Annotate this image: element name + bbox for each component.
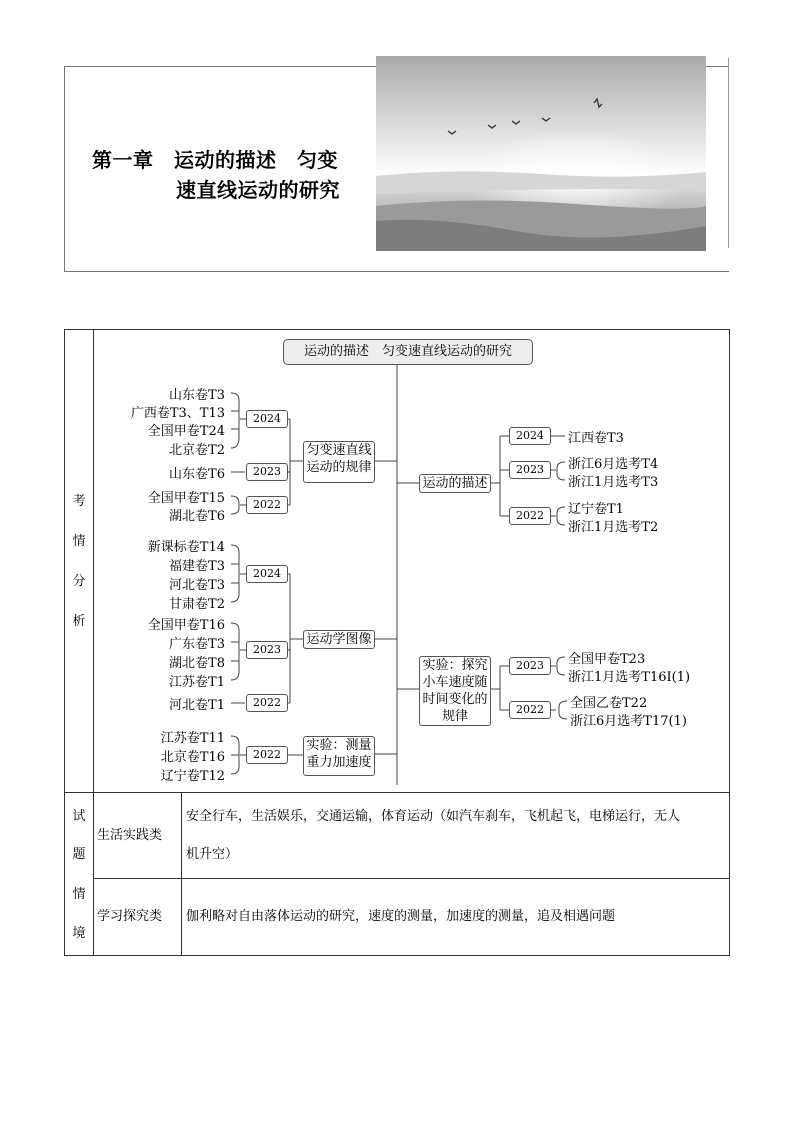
exam-item: 河北卷T1 (169, 698, 225, 713)
exam-item: 甘肃卷T2 (169, 597, 225, 612)
side-label-char: 析 (72, 614, 86, 629)
exam-item: 辽宁卷T12 (160, 769, 225, 784)
year-box: 2023 (509, 461, 551, 479)
exam-item: 江苏卷T11 (160, 731, 225, 746)
exam-item: 浙江1月选考T2 (568, 520, 659, 535)
exam-item: 湖北卷T6 (169, 509, 225, 524)
exam-item: 新课标卷T14 (147, 540, 225, 555)
side-label-char: 分 (72, 574, 86, 589)
node-text: 小车速度随 (422, 675, 488, 690)
node-text: 运动的规律 (306, 460, 372, 475)
context-text: 机升空） (186, 847, 239, 862)
exam-item: 全国甲卷T16 (147, 618, 225, 633)
side-label-char: 试 (72, 809, 86, 824)
year-box: 2024 (246, 565, 288, 583)
context-text: 伽利略对自由落体运动的研究，速度的测量，加速度的测量，追及相遇问题 (186, 909, 616, 924)
node-gravity-experiment (303, 736, 375, 776)
context-category: 学习探究类 (97, 909, 163, 924)
exam-item: 广东卷T3 (169, 637, 225, 652)
exam-item: 福建卷T3 (169, 559, 225, 574)
year-box: 2023 (509, 657, 551, 675)
year-box: 2022 (246, 746, 288, 764)
exam-item: 山东卷T3 (169, 388, 225, 403)
exam-item: 北京卷T2 (169, 443, 225, 458)
context-category: 生活实践类 (97, 828, 163, 843)
side-label-char: 情 (72, 534, 86, 549)
exam-item: 全国乙卷T22 (570, 696, 648, 711)
node-text: 实验：探究 (422, 658, 488, 673)
node-motion-description: 运动的描述 (419, 474, 491, 493)
exam-item: 北京卷T16 (160, 750, 225, 765)
exam-item: 辽宁卷T1 (568, 502, 624, 517)
side-label-char: 考 (72, 494, 86, 509)
side-label-char: 情 (72, 887, 86, 902)
node-cart-experiment (419, 656, 491, 726)
node-uniform-acceleration-laws (303, 441, 375, 483)
exam-item: 全国甲卷T24 (147, 424, 225, 439)
exam-item: 全国甲卷T15 (147, 491, 225, 506)
mindmap-root: 运动的描述 匀变速直线运动的研究 (283, 339, 533, 365)
node-text: 时间变化的 (422, 692, 488, 707)
year-box: 2024 (246, 410, 288, 428)
exam-item: 湖北卷T8 (169, 656, 225, 671)
exam-item: 浙江6月选考T4 (568, 457, 659, 472)
year-box: 2022 (509, 507, 551, 525)
exam-item: 河北卷T3 (169, 578, 225, 593)
node-text: 匀变速直线 (306, 443, 372, 458)
exam-item: 广西卷T3、T13 (130, 406, 225, 421)
year-box: 2022 (246, 496, 288, 514)
year-box: 2022 (509, 701, 551, 719)
node-text: 实验：测量 (306, 738, 372, 753)
exam-item: 浙江1月选考T3 (568, 475, 659, 490)
node-text: 规律 (441, 709, 468, 724)
year-box: 2024 (509, 427, 551, 445)
chapter-title-line1: 第一章 运动的描述 匀变 (92, 148, 338, 172)
exam-item: 浙江6月选考T17(1) (570, 714, 687, 729)
side-label-char: 境 (72, 926, 86, 941)
year-box: 2023 (246, 463, 288, 481)
exam-item: 浙江1月选考T16Ⅰ(1) (568, 670, 691, 685)
side-label-char: 题 (72, 847, 86, 862)
exam-item: 山东卷T6 (169, 467, 225, 482)
year-box: 2023 (246, 641, 288, 659)
exam-item: 江西卷T3 (568, 431, 624, 446)
node-kinematics-graphs: 运动学图像 (303, 630, 375, 649)
chapter-title-line2: 速直线运动的研究 (176, 178, 340, 202)
year-box: 2022 (246, 694, 288, 712)
context-text: 安全行车，生活娱乐，交通运输，体育运动（如汽车刹车，飞机起飞，电梯运行，无人 (186, 809, 681, 824)
exam-item: 江苏卷T1 (169, 675, 225, 690)
exam-item: 全国甲卷T23 (568, 652, 646, 667)
node-text: 重力加速度 (306, 755, 372, 770)
